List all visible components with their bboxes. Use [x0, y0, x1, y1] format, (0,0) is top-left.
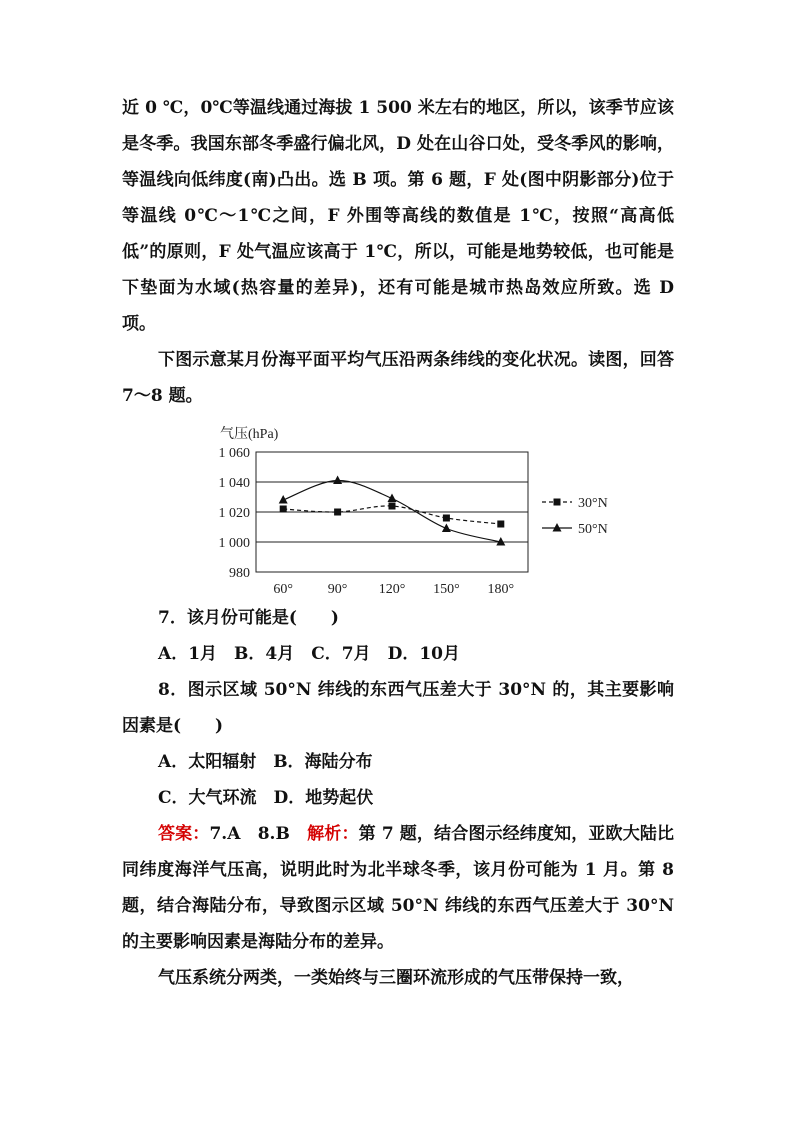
answer-text: 7.A 8.B: [209, 824, 308, 844]
data-point-square: [389, 503, 396, 510]
series-line-1: [283, 480, 501, 542]
legend-marker-triangle: [553, 523, 562, 532]
paragraph-intro: 下图示意某月份海平面平均气压沿两条纬线的变化状况。读图，回答 7～8 题。: [122, 350, 674, 406]
legend-label: 30°N: [578, 496, 608, 511]
data-point-square: [334, 509, 341, 516]
analysis-text: 第 7 题，结合图示经纬度知，亚欧大陆比同纬度海洋气压高，说明此时为北半球冬季，该月份可能为 1 月。第 8 题，结合海陆分布，导致图示区域 50°N 纬线的东西气压差大于 30°N 的主要影响因素是海陆分布的差异。: [122, 824, 675, 952]
question-7: 7．该月份可能是( ): [158, 608, 339, 628]
y-tick-label: 980: [229, 566, 250, 581]
x-tick-label: 150°: [433, 582, 460, 597]
question-8: 8．图示区域 50°N 纬线的东西气压差大于 30°N 的，其主要影响因素是( ): [122, 680, 674, 736]
analysis-label: 解析：: [307, 824, 359, 844]
y-axis-label: 气压(hPa): [220, 427, 279, 442]
data-point-square: [443, 515, 450, 522]
y-tick-label: 1 040: [218, 476, 250, 491]
question-7-options: A．1月 B．4月 C．7月 D．10月: [158, 644, 460, 664]
question-8-options-ab: A．太阳辐射 B．海陆分布: [158, 752, 373, 772]
pressure-chart: [204, 412, 624, 602]
paragraph-pressure-systems: 气压系统分两类，一类始终与三圈环流形成的气压带保持一致，: [158, 968, 634, 988]
x-tick-label: 90°: [327, 582, 348, 597]
x-tick-label: 60°: [273, 582, 294, 597]
answer-analysis: [122, 816, 674, 960]
paragraph-prior-analysis: 近 0 ℃，0℃等温线通过海拔 1 500 米左右的地区，所以，该季节应该是冬季。我国东部冬季盛行偏北风，D 处在山谷口处，受冬季风的影响，等温线向低纬度(南)凸出。选 B 项。第 6 题，F 处(图中阴影部分)位于等温线 0℃～1℃之间，F 外围等高线的数值是 1℃，按照“高高低低”的原则，F 处气温应该高于 1℃，所以，可能是地势较低，也可能是下垫面为水域(热容量的差异)，还有可能是城市热岛效应所致。选 D 项。: [122, 98, 674, 334]
x-tick-label: 120°: [378, 582, 406, 597]
answer-label: 答案：: [158, 824, 210, 844]
x-tick-label: 180°: [487, 582, 515, 597]
data-point-triangle: [388, 494, 397, 503]
pressure-chart-svg: [204, 412, 624, 602]
data-point-square: [280, 506, 287, 513]
y-tick-label: 1 020: [218, 506, 250, 521]
legend-label: 50°N: [578, 522, 608, 537]
question-8-options-cd: C．大气环流 D．地势起伏: [158, 788, 374, 808]
data-point-triangle: [333, 476, 342, 485]
data-point-square: [497, 521, 504, 528]
y-tick-label: 1 060: [218, 446, 250, 461]
y-tick-label: 1 000: [218, 536, 250, 551]
legend-marker-square: [554, 499, 561, 506]
